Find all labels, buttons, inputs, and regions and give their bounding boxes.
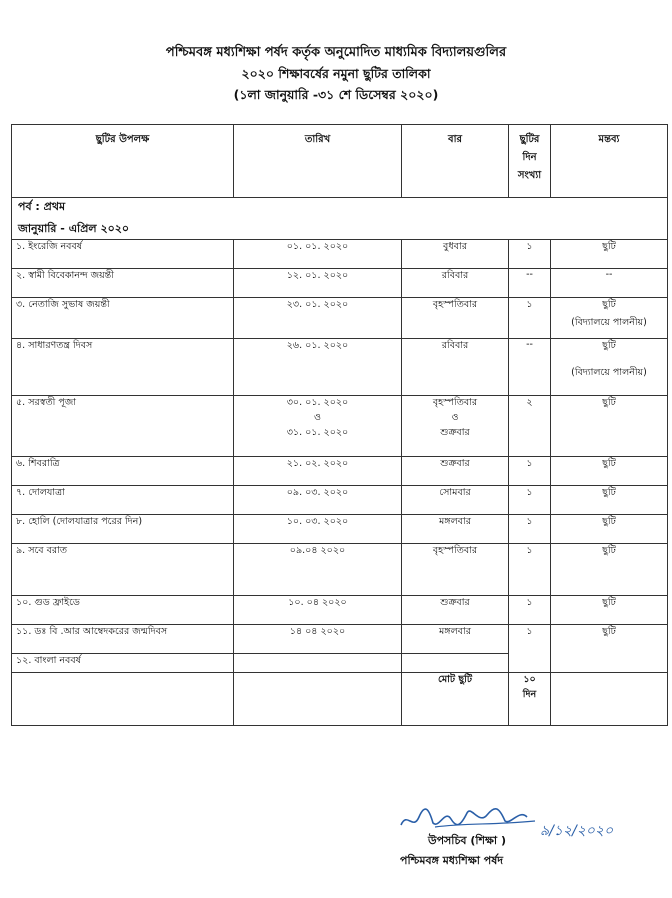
remark-cell: ছুটি bbox=[551, 625, 668, 673]
occasion-cell: ১২. বাংলা নববর্ষ bbox=[12, 654, 234, 673]
remark-cell bbox=[551, 339, 668, 396]
header-line-1: পশ্চিমবঙ্গ মধ্যশিক্ষা পর্ষদ কর্তৃক অনুমোদিত মাধ্যমিক বিদ্যালয়গুলির bbox=[165, 45, 507, 60]
count-cell: -- bbox=[509, 269, 551, 298]
total-label: মোট ছুটি bbox=[402, 673, 509, 726]
day-joiner: ও bbox=[451, 412, 459, 423]
occasion-cell: ১১. ডঃ বি .আর আম্বেদকরের জন্মদিবস bbox=[12, 625, 234, 654]
table-row bbox=[12, 515, 668, 544]
date-cell: ০৯. ০৩. ২০২০ bbox=[234, 486, 402, 515]
signature-date: ৯/১২/২০২০ bbox=[540, 823, 614, 839]
occasion-cell: ১০. গুড ফ্রাইডে bbox=[12, 596, 234, 625]
occasion-cell: ৯. সবে বরাত bbox=[12, 544, 234, 596]
table-row bbox=[12, 240, 668, 269]
col-remarks: মন্তব্য bbox=[551, 125, 668, 198]
total-empty-cell bbox=[551, 673, 668, 726]
col-count-line-3: সংখ্যা bbox=[517, 170, 542, 181]
occasion-cell: ৫. সরস্বতী পূজা bbox=[12, 396, 234, 457]
day-cell: বৃহস্পতিবার bbox=[402, 298, 509, 339]
date-cell bbox=[234, 654, 402, 673]
header-line-2: ২০২০ শিক্ষাবর্ষের নমুনা ছুটির তালিকা bbox=[241, 66, 431, 81]
date-cell: ২৬. ০১. ২০২০ bbox=[234, 339, 402, 396]
date-cell: ১২. ০১. ২০২০ bbox=[234, 269, 402, 298]
remark-cell: ছুটি bbox=[551, 515, 668, 544]
remark-cell: ছুটি bbox=[551, 396, 668, 457]
date-cell: ১০. ০৩. ২০২০ bbox=[234, 515, 402, 544]
table-row bbox=[12, 596, 668, 625]
remark-cell: -- bbox=[551, 269, 668, 298]
occasion-cell: ৬. শিবরাত্রি bbox=[12, 457, 234, 486]
day-cell: মঙ্গলবার bbox=[402, 515, 509, 544]
col-count-line-2: দিন bbox=[522, 152, 537, 163]
total-unit: দিন bbox=[522, 689, 537, 700]
day-text-2: শুক্রবার bbox=[440, 427, 470, 438]
count-cell: ১ bbox=[509, 486, 551, 515]
col-count-line-1: ছুটির bbox=[519, 134, 540, 145]
day-cell bbox=[402, 654, 509, 673]
total-row bbox=[12, 673, 668, 726]
date-joiner: ও bbox=[314, 412, 321, 423]
header-line-3: (১লা জানুয়ারি -৩১ শে ডিসেম্বর ২০২০) bbox=[233, 87, 439, 102]
table-row bbox=[12, 457, 668, 486]
designation: উপসচিব (শিক্ষা ) bbox=[428, 834, 506, 847]
col-occasion: ছুটির উপলক্ষ bbox=[12, 125, 234, 198]
day-cell: রবিবার bbox=[402, 269, 509, 298]
col-date: তারিখ bbox=[234, 125, 402, 198]
day-cell: মঙ্গলবার bbox=[402, 625, 509, 654]
col-day: বার bbox=[402, 125, 509, 198]
remark-text: ছুটি bbox=[602, 340, 616, 351]
count-cell: ১ bbox=[509, 625, 551, 673]
table-row bbox=[12, 544, 668, 596]
date-text-2: ৩১. ০১. ২০২০ bbox=[286, 427, 349, 438]
section-cell bbox=[12, 198, 668, 240]
remark-cell bbox=[551, 298, 668, 339]
occasion-cell: ৭. দোলযাত্রা bbox=[12, 486, 234, 515]
total-empty-cell bbox=[234, 673, 402, 726]
remark-cell: ছুটি bbox=[551, 544, 668, 596]
occasion-cell: ৩. নেতাজি সুভাষ জয়ন্তী bbox=[12, 298, 234, 339]
date-cell: ২৩. ০১. ২০২০ bbox=[234, 298, 402, 339]
day-text: বৃহস্পতিবার bbox=[432, 397, 478, 408]
term-label: পর্ব : প্রথম bbox=[18, 200, 66, 213]
day-cell: রবিবার bbox=[402, 339, 509, 396]
remark-cell: ছুটি bbox=[551, 596, 668, 625]
total-value: ১০ bbox=[523, 674, 536, 685]
table-header-row bbox=[12, 125, 668, 198]
date-cell: ০১. ০১. ২০২০ bbox=[234, 240, 402, 269]
remark-text: ছুটি bbox=[602, 299, 616, 310]
day-cell: শুক্রবার bbox=[402, 457, 509, 486]
table-row bbox=[12, 396, 668, 457]
occasion-cell: ২. স্বামী বিবেকানন্দ জয়ন্তী bbox=[12, 269, 234, 298]
table-row bbox=[12, 298, 668, 339]
date-cell: ১০. ০৪ ২০২০ bbox=[234, 596, 402, 625]
remark-note: (বিদ্যালয়ে পালনীয়) bbox=[571, 367, 647, 378]
section-row bbox=[12, 198, 668, 240]
count-cell: ১ bbox=[509, 240, 551, 269]
day-cell: বুধবার bbox=[402, 240, 509, 269]
period-label: জানুয়ারি - এপ্রিল ২০২০ bbox=[18, 222, 130, 235]
remark-cell: ছুটি bbox=[551, 486, 668, 515]
count-cell: -- bbox=[509, 339, 551, 396]
day-cell: সোমবার bbox=[402, 486, 509, 515]
holiday-table bbox=[11, 124, 668, 726]
signature-underline bbox=[435, 821, 535, 827]
col-count bbox=[509, 125, 551, 198]
day-cell bbox=[402, 396, 509, 457]
count-cell: ১ bbox=[509, 544, 551, 596]
count-cell: ১ bbox=[509, 457, 551, 486]
occasion-cell: ৮. হোলি (দোলযাত্রার পরের দিন) bbox=[12, 515, 234, 544]
count-cell: ১ bbox=[509, 515, 551, 544]
count-cell: ২ bbox=[509, 396, 551, 457]
table-row bbox=[12, 339, 668, 396]
date-cell: ২১. ০২. ২০২০ bbox=[234, 457, 402, 486]
count-cell: ১ bbox=[509, 596, 551, 625]
date-text: ৩০. ০১. ২০২০ bbox=[286, 397, 349, 408]
date-cell: ১৪ ০৪ ২০২০ bbox=[234, 625, 402, 654]
table-row bbox=[12, 625, 668, 654]
day-cell: শুক্রবার bbox=[402, 596, 509, 625]
remark-cell: ছুটি bbox=[551, 240, 668, 269]
document-header bbox=[0, 42, 672, 105]
total-empty-cell bbox=[12, 673, 234, 726]
occasion-cell: ৪. সাধারণতন্ত্র দিবস bbox=[12, 339, 234, 396]
table-row bbox=[12, 269, 668, 298]
day-cell: বৃহস্পতিবার bbox=[402, 544, 509, 596]
date-cell: ০৯.০৪ ২০২০ bbox=[234, 544, 402, 596]
date-cell bbox=[234, 396, 402, 457]
remark-note: (বিদ্যালয়ে পালনীয়) bbox=[571, 317, 647, 328]
remark-cell: ছুটি bbox=[551, 457, 668, 486]
total-value-cell bbox=[509, 673, 551, 726]
table-row bbox=[12, 486, 668, 515]
organization: পশ্চিমবঙ্গ মধ্যশিক্ষা পর্ষদ bbox=[400, 854, 504, 867]
count-cell: ১ bbox=[509, 298, 551, 339]
occasion-cell: ১. ইংরেজি নববর্ষ bbox=[12, 240, 234, 269]
